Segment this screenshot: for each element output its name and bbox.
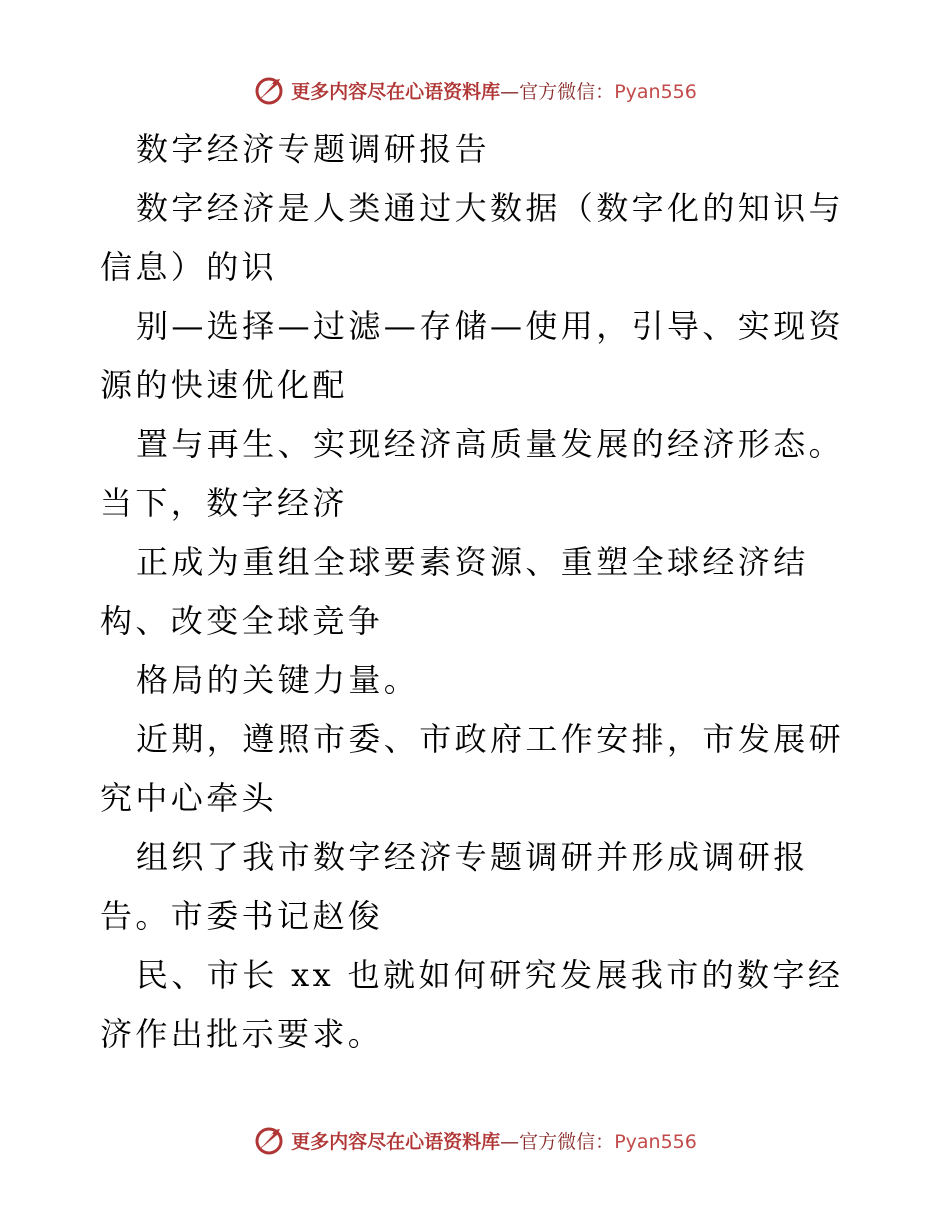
paragraph-line-2: 别—选择—过滤—存储—使用，引导、实现资源的快速优化配	[100, 307, 845, 404]
header-watermark	[0, 70, 950, 110]
paragraph-line-4: 正成为重组全球要素资源、重塑全球经济结构、改变全球竞争	[100, 543, 809, 640]
watermark-separator: —	[500, 1130, 520, 1153]
paragraph-line-6: 近期，遵照市委、市政府工作安排，市发展研究中心牵头	[100, 720, 845, 817]
footer-watermark	[0, 1120, 950, 1160]
watermark-text	[291, 77, 697, 104]
paragraph-line-3: 置与再生、实现经济高质量发展的经济形态。当下，数字经济	[100, 425, 845, 522]
paragraph-line-7: 组织了我市数字经济专题调研并形成调研报告。市委书记赵俊	[100, 838, 809, 935]
watermark-id: Pyan556	[614, 80, 697, 103]
paragraph-line-8: 民、市长 xx 也就如何研究发展我市的数字经济作出批示要求。	[100, 956, 844, 1053]
watermark-suffix: 官方微信：	[519, 80, 615, 103]
quill-logo-icon	[253, 1124, 285, 1156]
paragraph-line-1: 数字经济是人类通过大数据（数字化的知识与信息）的识	[100, 189, 845, 286]
document-body	[100, 120, 860, 1064]
watermark-main: 更多内容尽在心语资料库	[291, 1130, 501, 1153]
quill-logo-icon	[253, 74, 285, 106]
watermark-main: 更多内容尽在心语资料库	[291, 80, 501, 103]
watermark-text	[291, 1127, 697, 1154]
watermark-suffix: 官方微信：	[519, 1130, 615, 1153]
watermark-separator: —	[500, 80, 520, 103]
document-title: 数字经济专题调研报告	[136, 130, 491, 168]
paragraph-line-5: 格局的关键力量。	[136, 661, 420, 699]
watermark-id: Pyan556	[614, 1130, 697, 1153]
